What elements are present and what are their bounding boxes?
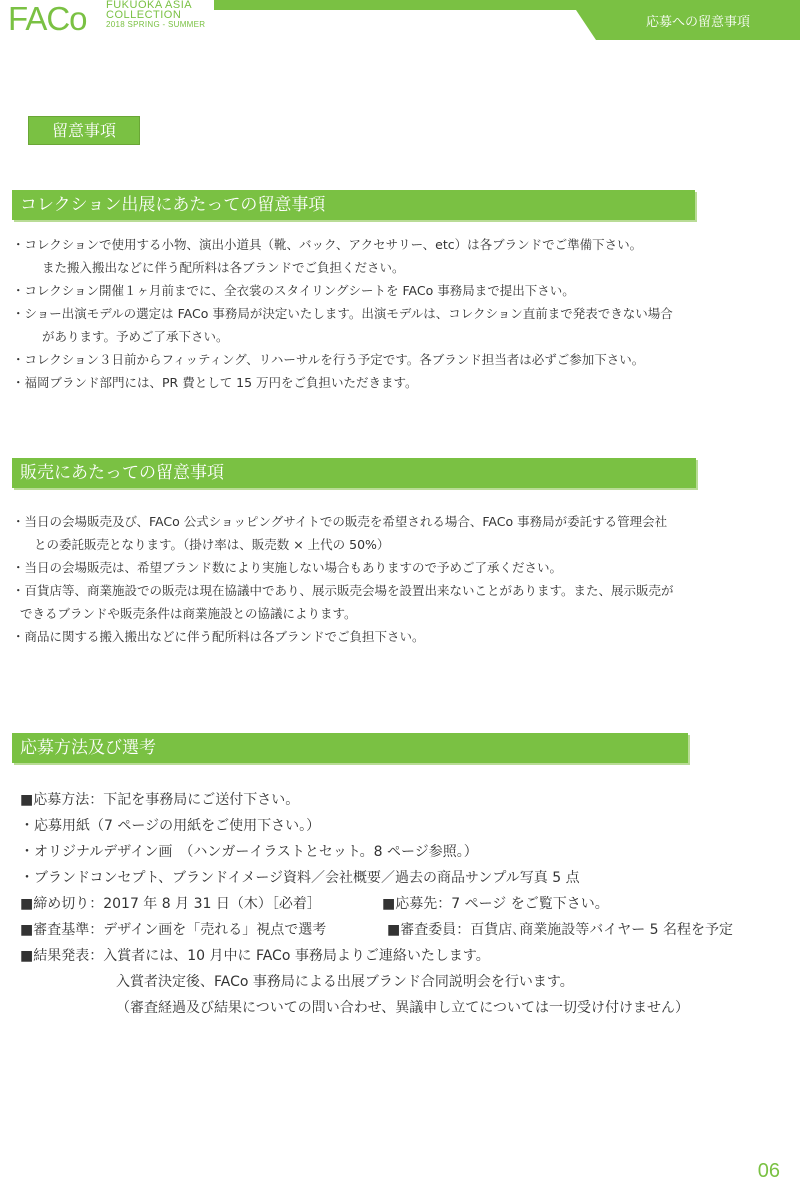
list-item: ・百貨店等、商業施設での販売は現在協議中であり、展示販売会場を設置出来ないことがあります。また、展示販売が (12, 583, 674, 598)
judges: ■審査委員：百貨店､商業施設等バイヤー 5 名程を予定 (387, 922, 734, 938)
logo-subtitle (106, 0, 226, 30)
header-bar (214, 0, 800, 40)
criteria-row (20, 917, 790, 943)
application-method: ■応募方法：下記を事務局にご送付下さい。 (20, 792, 300, 808)
sales-notes-list (12, 510, 782, 648)
page-number: 06 (757, 1160, 780, 1182)
list-item: との委託販売となります。（掛け率は、販売数 × 上代の 50%） (34, 537, 390, 552)
logo-line-1: FUKUOKA ASIA (106, 0, 193, 11)
destination: ■応募先：7 ページ をご覧下さい。 (382, 896, 609, 912)
list-item: があります。予めご了承下さい。 (42, 329, 229, 344)
list-item: できるブランドや販売条件は商業施設との協議によります。 (20, 606, 357, 621)
list-item: ・福岡ブランド部門には、PR 費として 15 万円をご負担いただきます。 (12, 375, 418, 390)
list-item: また搬入搬出などに伴う配所料は各ブランドでご負担ください。 (42, 260, 405, 275)
list-item: ・コレクションで使用する小物、演出小道具（靴、バック、アクセサリー、etc）は各ブランドでご準備下さい。 (12, 237, 643, 252)
results-line-2: 入賞者決定後、FACo 事務局による出展ブランド合同説明会を行います。 (116, 974, 574, 990)
logo-wordmark: FACo (8, 0, 87, 37)
section-title-sales: 販売にあたっての留意事項 (12, 458, 696, 488)
deadline-row (20, 891, 790, 917)
criteria: ■審査基準：デザイン画を「売れる」視点で選考 (20, 922, 327, 938)
collection-notes-list (12, 233, 782, 394)
list-item: ・ショー出演モデルの選定は FACo 事務局が決定いたします。出演モデルは、コレクション直前まで発表できない場合 (12, 306, 673, 321)
list-item: ・商品に関する搬入搬出などに伴う配所料は各ブランドでご負担下さい。 (12, 629, 425, 644)
application-design: ・オリジナルデザイン画 （ハンガーイラストとセット。8 ページ参照。） (20, 844, 478, 860)
application-form: ・応募用紙（7 ページの用紙をご使用下さい。） (20, 818, 321, 834)
page-title: 応募への留意事項 (645, 15, 750, 30)
application-concept: ・ブランドコンセプト、ブランドイメージ資料／会社概要／過去の商品サンプル写真 5 点 (20, 870, 580, 886)
list-item: ・コレクション開催１ヶ月前までに、全衣裳のスタイリングシートを FACo 事務局まで提出下さい。 (12, 283, 575, 298)
list-item: ・当日の会場販売は、希望ブランド数により実施しない場合もありますので予めご了承ください。 (12, 560, 563, 575)
deadline: ■締め切り：2017 年 8 月 31 日（木）［必着］ (20, 896, 321, 912)
logo-line-2: COLLECTION (106, 9, 182, 21)
application-details (20, 787, 790, 1021)
list-item: ・コレクション３日前からフィッティング、リハーサルを行う予定です。各ブランド担当者は必ずご参加下さい。 (12, 352, 645, 367)
logo-line-3: 2018 SPRING - SUMMER (106, 20, 206, 29)
results-line-3: （審査経過及び結果についての問い合わせ、異議申し立てについては一切受け付けません） (116, 1000, 690, 1016)
section-title-collection: コレクション出展にあたっての留意事項 (12, 190, 695, 220)
results: ■結果発表：入賞者には、10 月中に FACo 事務局よりご連絡いたします。 (20, 948, 490, 964)
section-title-application: 応募方法及び選考 (12, 733, 688, 763)
notes-badge: 留意事項 (28, 116, 140, 145)
list-item: ・当日の会場販売及び、FACo 公式ショッピングサイトでの販売を希望される場合、FACo 事務局が委託する管理会社 (12, 514, 668, 529)
